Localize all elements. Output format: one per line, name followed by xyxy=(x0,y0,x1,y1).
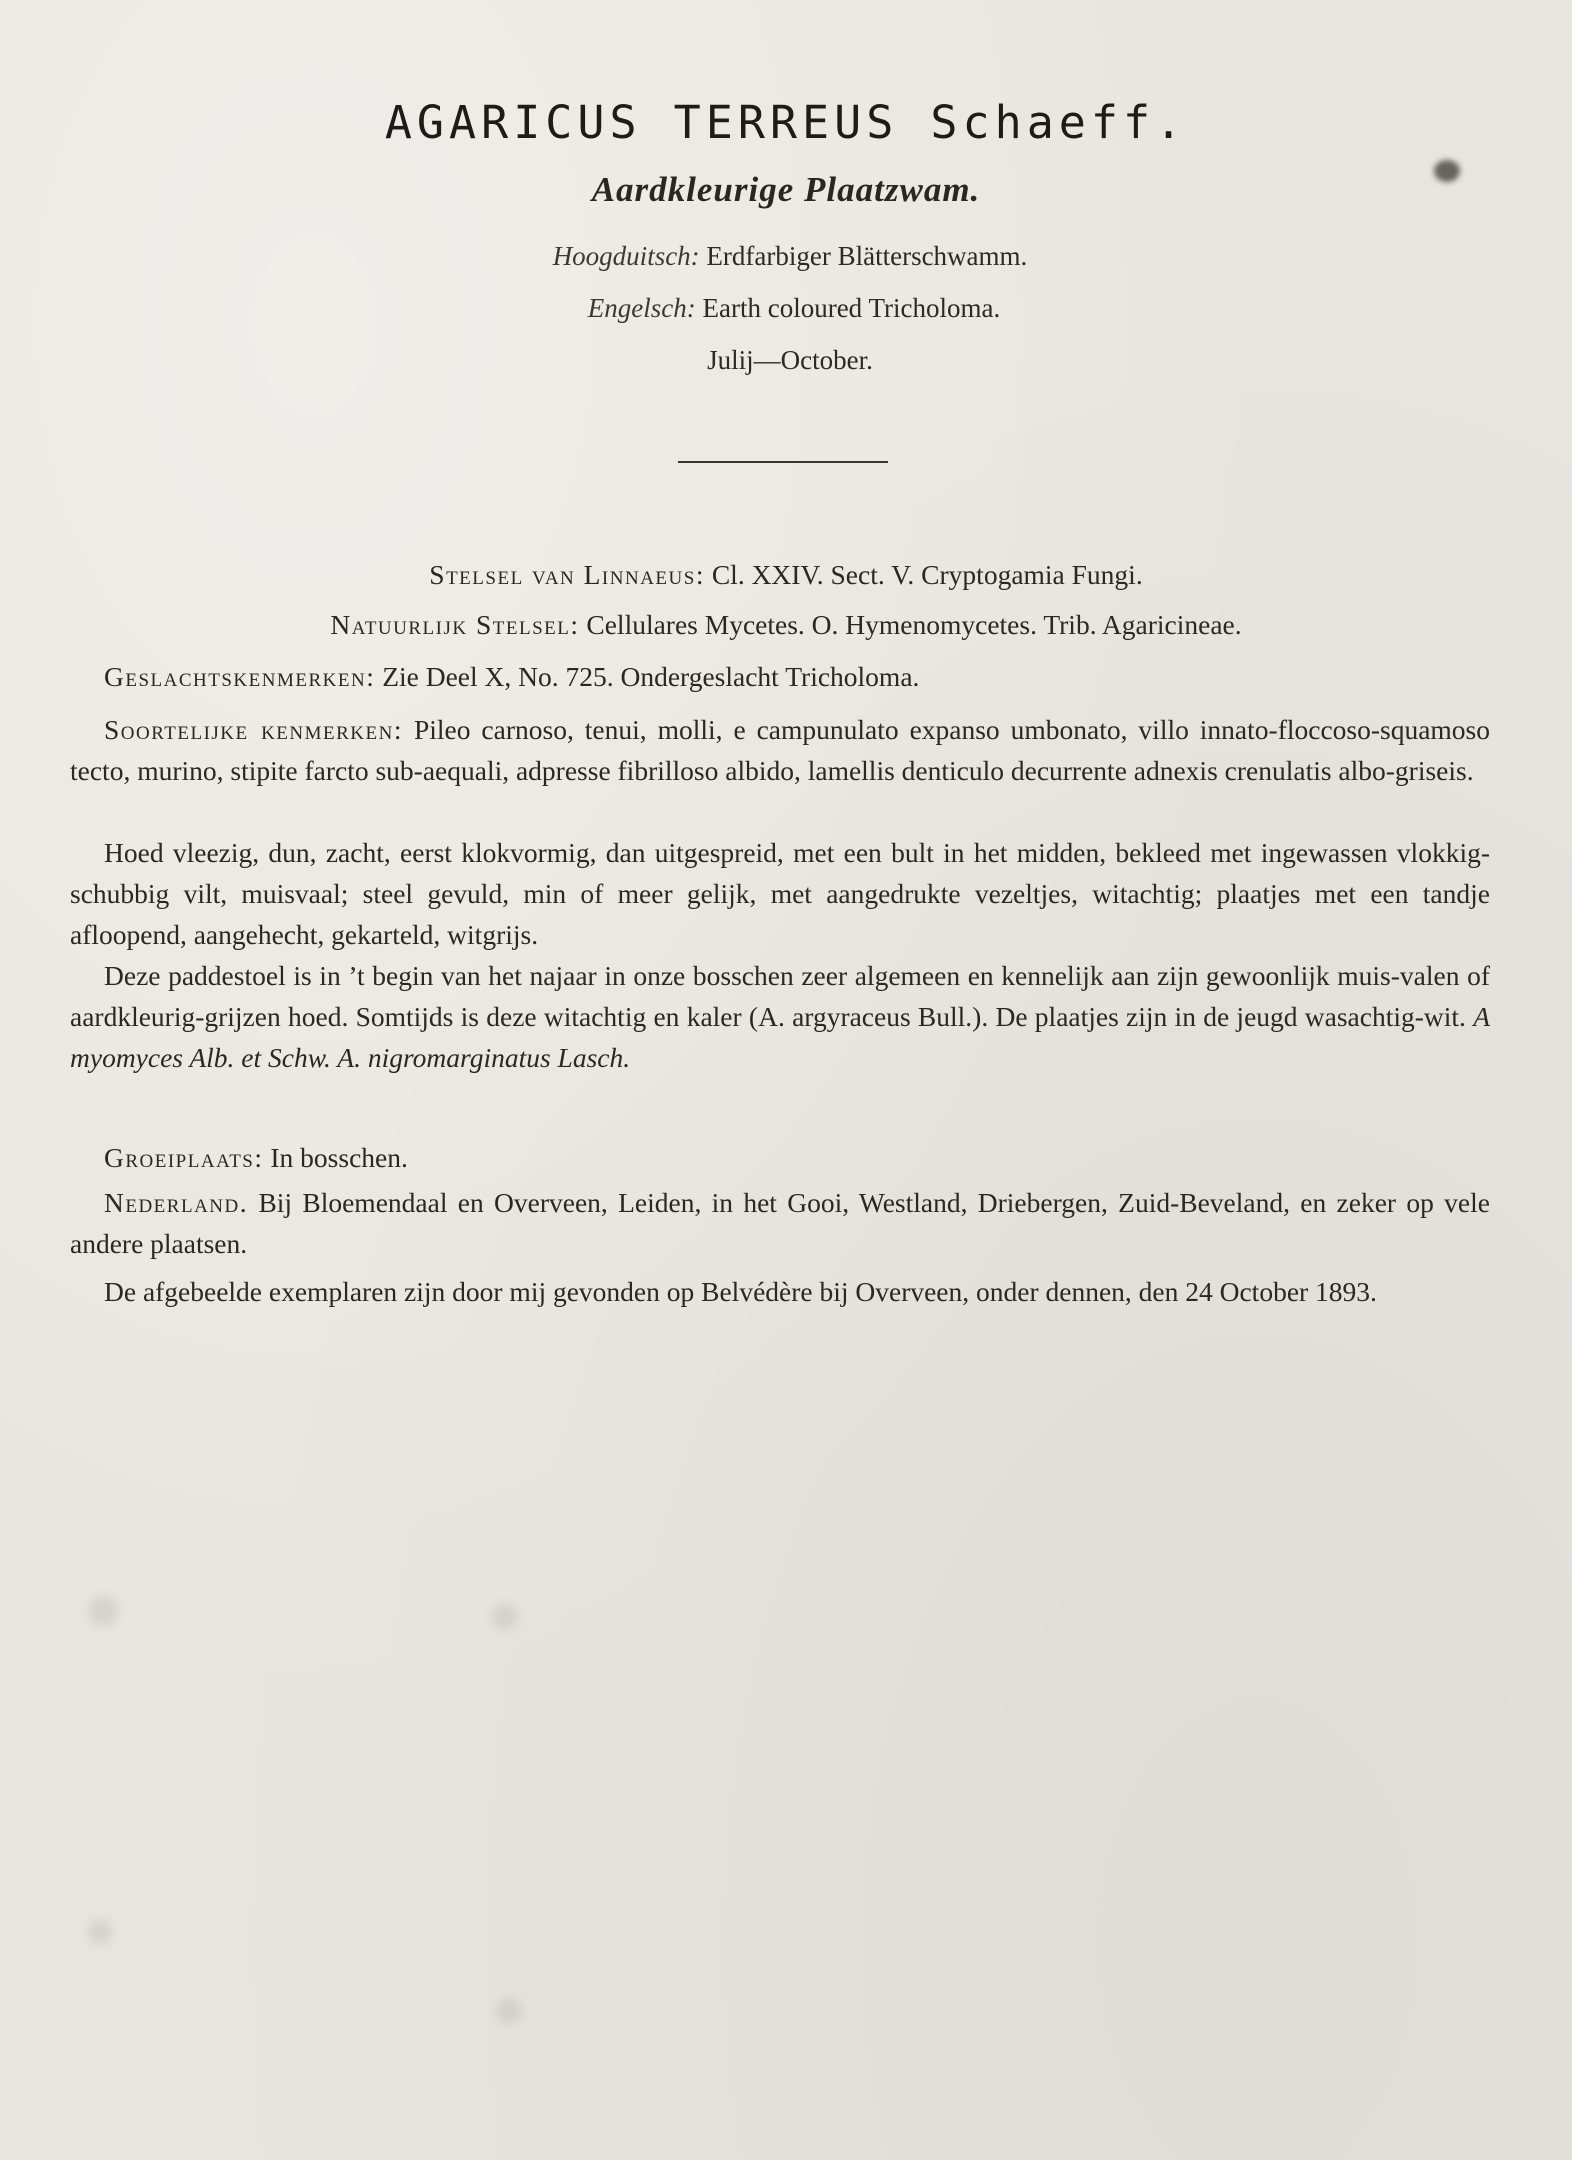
linnaeus-system-line xyxy=(0,554,1572,595)
paper-stain xyxy=(492,1604,518,1630)
figured-text: De afgebeelde exemplaren zijn door mij gevonden op Belvédère bij Overveen, onder dennen, den 24 October 1893. xyxy=(104,1276,1377,1307)
header-divider xyxy=(678,461,888,463)
season-months: Julij—October. xyxy=(707,345,873,375)
german-name-line xyxy=(4,241,1572,272)
natural-text: Cellulares Mycetes. O. Hymenomycetes. Trib. Agaricineae. xyxy=(586,609,1242,640)
german-label: Hoogduitsch: xyxy=(552,241,700,271)
genus-characteristics-line xyxy=(104,656,919,697)
genus-label: Geslachtskenmerken: xyxy=(104,661,376,692)
netherlands-paragraph xyxy=(70,1182,1490,1264)
natural-label: Natuurlijk Stelsel: xyxy=(330,609,580,640)
species-label: Soortelijke kenmerken: xyxy=(104,714,403,745)
english-name-line xyxy=(8,293,1572,324)
page-title: AGARICUS TERREUS Schaeff. xyxy=(384,96,1188,149)
paper-stain xyxy=(496,1998,522,2024)
species-characteristics-paragraph xyxy=(70,709,1490,791)
figured-specimens-paragraph xyxy=(70,1271,1490,1312)
german-name: Erdfarbiger Blätterschwamm. xyxy=(706,241,1028,271)
habitat-text: In bosschen. xyxy=(270,1142,408,1173)
english-label: Engelsch: xyxy=(587,293,696,323)
habitat-label: Groeiplaats: xyxy=(104,1142,264,1173)
english-name: Earth coloured Tricholoma. xyxy=(702,293,1001,323)
linnaeus-text: Cl. XXIV. Sect. V. Cryptogamia Fungi. xyxy=(711,559,1143,590)
dutch-common-name: Aardkleurige Plaatzwam. xyxy=(591,170,981,209)
dutch-description-text: Hoed vleezig, dun, zacht, eerst klokvormig, dan uitgespreid, met een bult in het midden, bekleed met ingewassen vlokkig-schubbig vilt, muisvaal; steel gevuld, min of meer gelijk, met aangedrukte vezeltjes, witachtig; plaatjes met een tandje afloopend, aangehecht, gekarteld, witgrijs. xyxy=(70,837,1490,950)
remarks-paragraph xyxy=(70,955,1490,1078)
linnaeus-label: Stelsel van Linnaeus: xyxy=(429,559,705,590)
netherlands-text: Bij Bloemendaal en Overveen, Leiden, in het Gooi, Westland, Driebergen, Zuid-Beveland, en zeker op vele andere plaatsen. xyxy=(70,1187,1490,1259)
natural-system-line xyxy=(0,604,1572,645)
remarks-synonyms: A myomyces Alb. et Schw. A. nigromarginatus Lasch. xyxy=(70,1001,1491,1073)
species-text: Pileo carnoso, tenui, molli, e campunulato expanso umbonato, villo innato-floccoso-squamoso tecto, murino, stipite farcto sub-aequali, adpresse fibrilloso albido, lamellis denticulo decurrente adnexis crenulatis albo-griseis. xyxy=(70,714,1491,786)
netherlands-label: Nederland. xyxy=(104,1187,249,1218)
paper-stain xyxy=(88,1920,112,1944)
genus-text: Zie Deel X, No. 725. Ondergeslacht Tricholoma. xyxy=(382,661,920,692)
remarks-text: Deze paddestoel is in ’t begin van het najaar in onze bosschen zeer algemeen en kennelijk aan zijn gewoonlijk muis-valen of aardkleurig-grijzen hoed. Somtijds is deze witachtig en kaler (A. argyraceus Bull.). De plaatjes zijn in de jeugd wasachtig-wit. xyxy=(70,960,1490,1032)
paper-stain xyxy=(88,1596,118,1626)
dutch-description-paragraph xyxy=(70,832,1490,955)
habitat-paragraph xyxy=(70,1137,1490,1178)
